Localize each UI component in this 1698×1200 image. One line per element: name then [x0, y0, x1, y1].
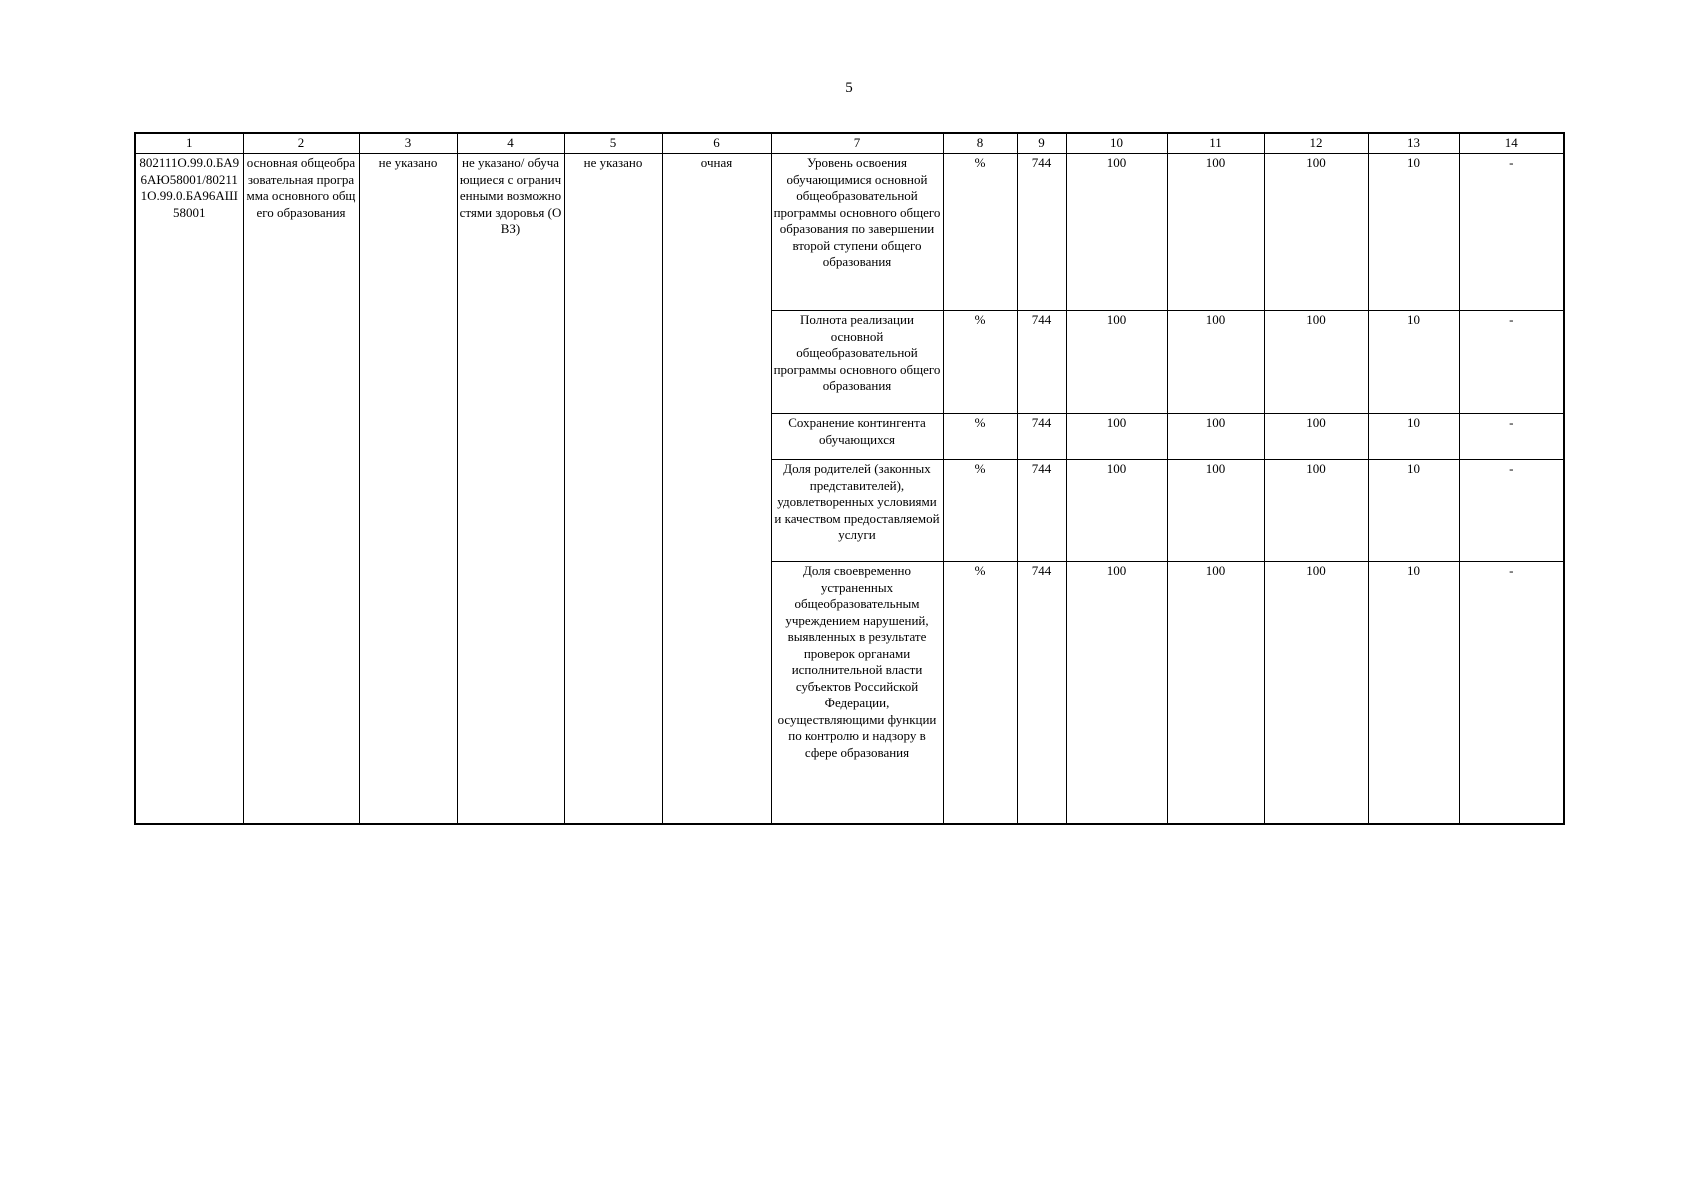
value-cell: 100	[1264, 562, 1368, 824]
code-cell: 744	[1017, 154, 1066, 311]
indicator-name: Уровень освоения обучающимися основной общеобразовательной программы основного общего образования по завершении второй ступени общего образования	[771, 154, 943, 311]
column-number: 5	[564, 133, 662, 154]
unit-cell: %	[943, 154, 1017, 311]
unit-cell: %	[943, 414, 1017, 460]
value-cell: 100	[1167, 460, 1264, 562]
code-cell: 744	[1017, 562, 1066, 824]
unit-cell: %	[943, 460, 1017, 562]
table-row	[135, 154, 1564, 311]
value-cell: 100	[1066, 562, 1167, 824]
column-number: 11	[1167, 133, 1264, 154]
column-3-cell: не указано	[359, 154, 457, 824]
column-number: 10	[1066, 133, 1167, 154]
value-cell: 100	[1066, 460, 1167, 562]
column-number: 6	[662, 133, 771, 154]
column-number: 4	[457, 133, 564, 154]
value-cell: 100	[1264, 460, 1368, 562]
value-cell: 10	[1368, 414, 1459, 460]
value-cell: -	[1459, 311, 1564, 414]
indicator-name: Доля своевременно устраненных общеобразовательным учреждением нарушений, выявленных в результате проверок органами исполнительной власти субъектов Российской Федерации, осуществляющими функции по контролю и надзору в сфере образования	[771, 562, 943, 824]
value-cell: 100	[1167, 154, 1264, 311]
value-cell: 10	[1368, 562, 1459, 824]
column-number-row	[135, 133, 1564, 154]
column-number: 14	[1459, 133, 1564, 154]
unit-cell: %	[943, 311, 1017, 414]
page-number: 5	[845, 80, 853, 96]
code-cell: 744	[1017, 311, 1066, 414]
value-cell: 100	[1264, 414, 1368, 460]
code-cell: 744	[1017, 460, 1066, 562]
value-cell: -	[1459, 460, 1564, 562]
value-cell: 100	[1167, 311, 1264, 414]
indicators-table	[134, 132, 1565, 825]
value-cell: 100	[1264, 311, 1368, 414]
value-cell: 100	[1167, 414, 1264, 460]
column-number: 2	[243, 133, 359, 154]
value-cell: -	[1459, 154, 1564, 311]
value-cell: -	[1459, 562, 1564, 824]
column-number: 13	[1368, 133, 1459, 154]
value-cell: 10	[1368, 311, 1459, 414]
value-cell: 100	[1167, 562, 1264, 824]
code-cell: 744	[1017, 414, 1066, 460]
column-5-cell: не указано	[564, 154, 662, 824]
program-cell: основная общеобразовательная программа основного общего образования	[243, 154, 359, 824]
column-number: 3	[359, 133, 457, 154]
value-cell: 10	[1368, 460, 1459, 562]
study-form-cell: очная	[662, 154, 771, 824]
value-cell: 10	[1368, 154, 1459, 311]
column-number: 1	[135, 133, 243, 154]
value-cell: 100	[1066, 414, 1167, 460]
column-number: 8	[943, 133, 1017, 154]
value-cell: 100	[1066, 154, 1167, 311]
registry-number-cell: 802111О.99.0.БА96АЮ58001/802111О.99.0.БА96АШ58001	[135, 154, 243, 824]
column-number: 9	[1017, 133, 1066, 154]
student-category-cell: не указано/ обучающиеся с ограниченными возможностями здоровья (ОВЗ)	[457, 154, 564, 824]
indicator-name: Сохранение контингента обучающихся	[771, 414, 943, 460]
value-cell: 100	[1264, 154, 1368, 311]
column-number: 12	[1264, 133, 1368, 154]
indicator-name: Полнота реализации основной общеобразовательной программы основного общего образования	[771, 311, 943, 414]
value-cell: -	[1459, 414, 1564, 460]
value-cell: 100	[1066, 311, 1167, 414]
column-number: 7	[771, 133, 943, 154]
unit-cell: %	[943, 562, 1017, 824]
indicator-name: Доля родителей (законных представителей), удовлетворенных условиями и качеством предоставляемой услуги	[771, 460, 943, 562]
